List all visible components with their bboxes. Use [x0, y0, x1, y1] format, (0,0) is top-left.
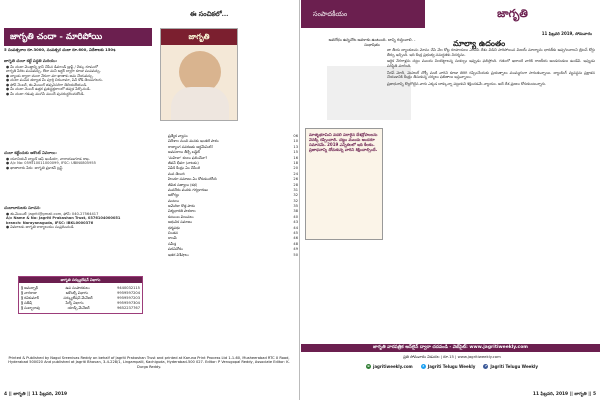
toc-title: విదేశాల నుంచి మనకు ఇంతటి పాఠం — [168, 139, 219, 144]
contact-row: శ్రీ రవికుమార్ సర్క్యులేషన్ మేనేజర్ 9959597203 — [21, 295, 140, 300]
toc-title: ఆధునిక సమాజం — [168, 220, 193, 225]
toc-title: హిందూ సమాజం ఏం కోరుకుంటోంది — [168, 177, 217, 182]
toc-page: 26 — [293, 177, 298, 182]
facebook-link[interactable]: f Jagriti Telugu Weekly — [485, 364, 539, 369]
toc-title: సమీక్ష — [168, 241, 177, 246]
paragraph: నీరవ్ మోదీ, మెహుల్ చోక్సీ వంటి వారిని కూడా తిరిగి రప్పించేందుకు ప్రయత్నాలు ముమ్మరంగా సాగుతున్నాయి. బ్యాంకింగ్ వ్యవస్థను ప్రక్షాళన చేయడానికి కేంద్రం తీసుకున్న చర్యలు ఫలితాలు ఇస్తున్నాయి. — [387, 70, 595, 80]
account-line: ● యూనియన్ బ్యాంక్ ఆఫ్ ఇండియా, నారాయణగూడ శాఖ. — [6, 156, 90, 161]
toc-row[interactable] — [168, 253, 298, 258]
contents-title: ఈ సంచికలో... — [190, 10, 229, 18]
instruction-line: ● చందా పంపిన తర్వాత మీ పూర్తి చిరునామా, పిన్ కోడ్ తెలుపగలరు. — [6, 78, 103, 83]
toc-title: మనదేశం మనకు గర్వకారణం — [168, 187, 209, 192]
toc-title: ధర్మపథం — [168, 225, 181, 230]
account-line: ● ఖాతాదారు పేరు: జాగృతి ప్రకాశన్ ట్రస్ట్ — [6, 165, 63, 170]
price-line: ప్రతి సోమవారం విడుదల | రూ.15 | www.jagritiweekly.com — [403, 354, 501, 359]
toc-title: అవసరాలు తీర్చే బడ్జెట్ — [168, 150, 200, 155]
circulation-contacts — [18, 276, 143, 314]
toc-page: 38 — [293, 209, 298, 214]
issue-date: 11 ఫిబ్రవరి 2019, సోమవారం — [541, 31, 592, 36]
social-links — [307, 364, 597, 369]
toc-title: ఇతర విశేషాలు — [168, 252, 189, 257]
toc-page: 43 — [293, 220, 298, 225]
toc-title: ఆరోగ్యం — [168, 193, 180, 198]
toc-title: చింతన — [168, 231, 178, 236]
highlight-box: మాతృభూమిని వదలి పరారైన దేశద్రోహులను వెనక్కి రప్పించాలి. చట్టం ముందు అందరూ సమానమే. 2019 ఎన్నికలలో ఇది కీలకం. ప్రజాధనాన్ని దోచుకున్న వారిని శిక్షించాల్సిందే. — [305, 128, 383, 240]
paragraph: జా తీయ బ్యాంకులను మోసం చేసి వేల కోట్ల రూపాయలు ఎగవేసి దేశం విడిచి పారిపోయిన విజయ్ మాల్యాను భారత్‌కు అప్పగించాలని బ్రిటన్ కోర్టు తీర్పు ఇచ్చింది. ఇది కేంద్ర ప్రభుత్వ సమర్థతకు నిదర్శనం. — [387, 48, 595, 57]
contact-row: శ్రీ అమర్నాథ్ ఉప సంపాదకులు 9440032115 — [21, 285, 140, 290]
toc-title: ప్రత్యేక వ్యాసం — [168, 134, 188, 138]
subscription-instructions — [4, 58, 154, 96]
toc-page: 45 — [293, 231, 298, 236]
twitter-link[interactable]: t Jagriti Telugu Weekly — [422, 364, 476, 369]
toc-page: 40 — [293, 214, 298, 219]
instruction-line: ● ఫోన్ నెంబర్, ఈ-మెయిల్ తప్పనిసరిగా తెలియజేయండి. — [6, 82, 88, 87]
printer-credits: Printed & Published by Nagol Sreenivas Reddy on behalf of Jagriti Prakashan Trust and printed at Karuna Print Process Ltd 1-1-60, Musheerabad RTC X Road, Hyderabad 500020 And published at Jagriti Bhavan, 3-4-228/1, Lingampalli, Kachiguda, Hyderabad-500 027. Editor: P Venugopal Reddy, Associate Editor: K. Durga Reddy. — [8, 356, 290, 369]
toc-title: కుటుంబ విలువలు — [168, 214, 194, 219]
contact-details — [4, 205, 154, 230]
toc-page: 46 — [293, 236, 298, 241]
toc-page: 24 — [293, 171, 298, 176]
contact-row: శ్రీ సతీష్ సేల్స్ విభాగం 9959597304 — [21, 301, 140, 306]
page-footer-left: 4 || జాగృతి || 11 ఫిబ్రవరి, 2019 — [4, 391, 68, 397]
toc-page: 31 — [293, 187, 298, 192]
toc-page: 32 — [293, 198, 298, 203]
toc-title: కాలమ్ — [168, 236, 178, 241]
editorial-headline: మాల్యా ఉదంతం — [453, 38, 506, 48]
toc-page: 18 — [293, 160, 298, 165]
toc-title: అమెరికా కొత్త పాఠం — [168, 204, 196, 209]
quote: అవరోధం ఉన్నచోట అవకాశం ఉంటుంది. దాన్ని గుర్తించాలి. - సుభాషితం — [328, 37, 416, 47]
editorial-body — [387, 48, 595, 88]
contact-line: A/c Name & No: Jagriti Prakashan Trust, 0376104000051 — [6, 216, 121, 221]
contact-line: ● ఈ-మెయిల్: jagriti@gmail.com, ఫోన్: 040-27564417 — [6, 211, 99, 216]
toc-page: 49 — [293, 247, 298, 252]
toc-page: 06 — [293, 134, 298, 138]
table-of-contents — [168, 134, 298, 258]
toc-page: 10 — [293, 139, 298, 144]
contact-row: శ్రీ సుబ్బారావు యాడ్స్ మేనేజర్ 9652237767 — [21, 306, 140, 311]
masthead: జాగృతి — [425, 0, 600, 28]
twitter-icon: t — [422, 364, 424, 368]
editorial-label: సంపాదకీయం — [301, 0, 425, 28]
subscription-banner: జాగృతి చందా - మారిపోయి — [4, 28, 152, 46]
circulation-title: జాగృతి సర్క్యులేషన్ విభాగం — [19, 277, 142, 283]
toc-page: 16 — [293, 155, 298, 160]
toc-title: పదవినోదం — [168, 247, 183, 252]
paragraph: ప్రజాధనాన్ని కొల్లగొట్టిన వారు ఎక్కడ దాక్కున్నా పట్టుకుని శిక్షించడమే న్యాయం. అదే దేశ ప్రజలు కోరుకుంటున్నారు. — [387, 81, 547, 86]
contact-line: branch: Narayanaguda, IFSC: IBKL0000376 — [6, 220, 94, 225]
account-details — [4, 150, 154, 170]
cover-thumbnail[interactable] — [160, 28, 238, 121]
subscription-rates: 5 సంవత్సరాల రూ.3000, సంవత్సర చందా రూ.600, విదేశాలకు 150$ — [4, 47, 116, 52]
instruction-line: జాగృతి పేరిట పంపవచ్చు. లేదా మనీ ఆర్డర్ ద్వారా కూడా పంపవచ్చు. — [6, 69, 101, 74]
page-footer-right: 11 ఫిబ్రవరి, 2019 || జాగృతి || 5 — [532, 391, 596, 397]
toc-page: 28 — [293, 182, 298, 187]
account-line: ● A/c No: 059510011000099, IFSC: UBIN0805955 — [6, 161, 96, 166]
toc-page: 50 — [293, 252, 298, 257]
toc-page: 32 — [293, 193, 298, 198]
toc-title: జీవన్ భీమా (నాటకం) — [168, 160, 199, 165]
toc-page: 20 — [293, 166, 298, 171]
section-heading: జాగృతి చందా కట్టే పద్ధతి మరియు: — [4, 58, 58, 63]
toc-page: 15 — [293, 150, 298, 155]
toc-page: 13 — [293, 144, 298, 149]
contact-row: శ్రీ నాగరాజు అకౌంట్స్ విభాగం 9959597204 — [21, 290, 140, 295]
online-banner: జాగృతి వారపత్రిక ఆన్‌లైన్ ద్వారా చదవండి - వెబ్‌సైట్: www.jagritiweekly.com — [301, 344, 600, 352]
section-heading: చందాదారులకు సూచన: — [4, 205, 41, 210]
instruction-line: ● మీ చందా మొత్తాన్ని క్రాస్ చేసిన డిమాండ్ డ్రాఫ్ట్ / చెక్కు రూపంలో — [6, 64, 98, 69]
toc-page: 44 — [293, 225, 298, 230]
instruction-line: ● బ్యాంకు ద్వారా చందా నేరుగా మా ఖాతాకు జమ చేయవచ్చు. — [6, 73, 94, 78]
toc-page: 35 — [293, 204, 298, 209]
cover-masthead: జాగృతి — [161, 29, 237, 45]
toc-title: మన తెలుగు — [168, 171, 186, 176]
paragraph: ఆర్థిక నేరగాళ్లను చట్టం ముందు నిలబెట్టాలన్న సంకల్పం ఇప్పుడు ఫలిస్తోంది. గతంలో ఇలాంటి వారికి రాజకీయ అండదండలు ఉండేవి. ఇప్పుడు పరిస్థితి మారింది. — [387, 59, 595, 68]
instruction-line: ● మీ చందా గడువు ముగిసే ముందే పునరుద్ధరించుకోండి. — [6, 91, 85, 96]
right-page — [301, 0, 600, 400]
instruction-line: ● మీ చందా నెంబర్ ఉత్తర ప్రత్యుత్తరాలలో తప్పక పేర్కొనండి. — [6, 87, 91, 92]
toc-title: ‘మహిళా’ కలలు ఫలించేనా? — [168, 155, 208, 160]
toc-title: విశ్వభారతి పాఠశాల — [168, 209, 196, 214]
toc-title: ఏపీకి కేంద్రం ఏం చేసింది — [168, 166, 201, 171]
facebook-icon: f — [485, 364, 487, 368]
toc-title: రాజ్యాంగ సవరణకు అర్థమేమిటి? — [168, 144, 214, 149]
globe-icon: ⊕ — [367, 364, 370, 368]
section-heading: చందా కట్టేందుకు అకౌంట్ వివరాలు: — [4, 150, 57, 155]
toc-title: జీవిత సత్యాలు (కథ) — [168, 182, 198, 187]
toc-title: వంటలు — [168, 198, 179, 203]
toc-page: 48 — [293, 241, 298, 246]
contact-line: ● వివరాలకు జాగృతి కార్యాలయం సంప్రదించండి — [6, 225, 74, 230]
website-link[interactable]: ⊕ jagritiweekly.com — [367, 364, 413, 369]
